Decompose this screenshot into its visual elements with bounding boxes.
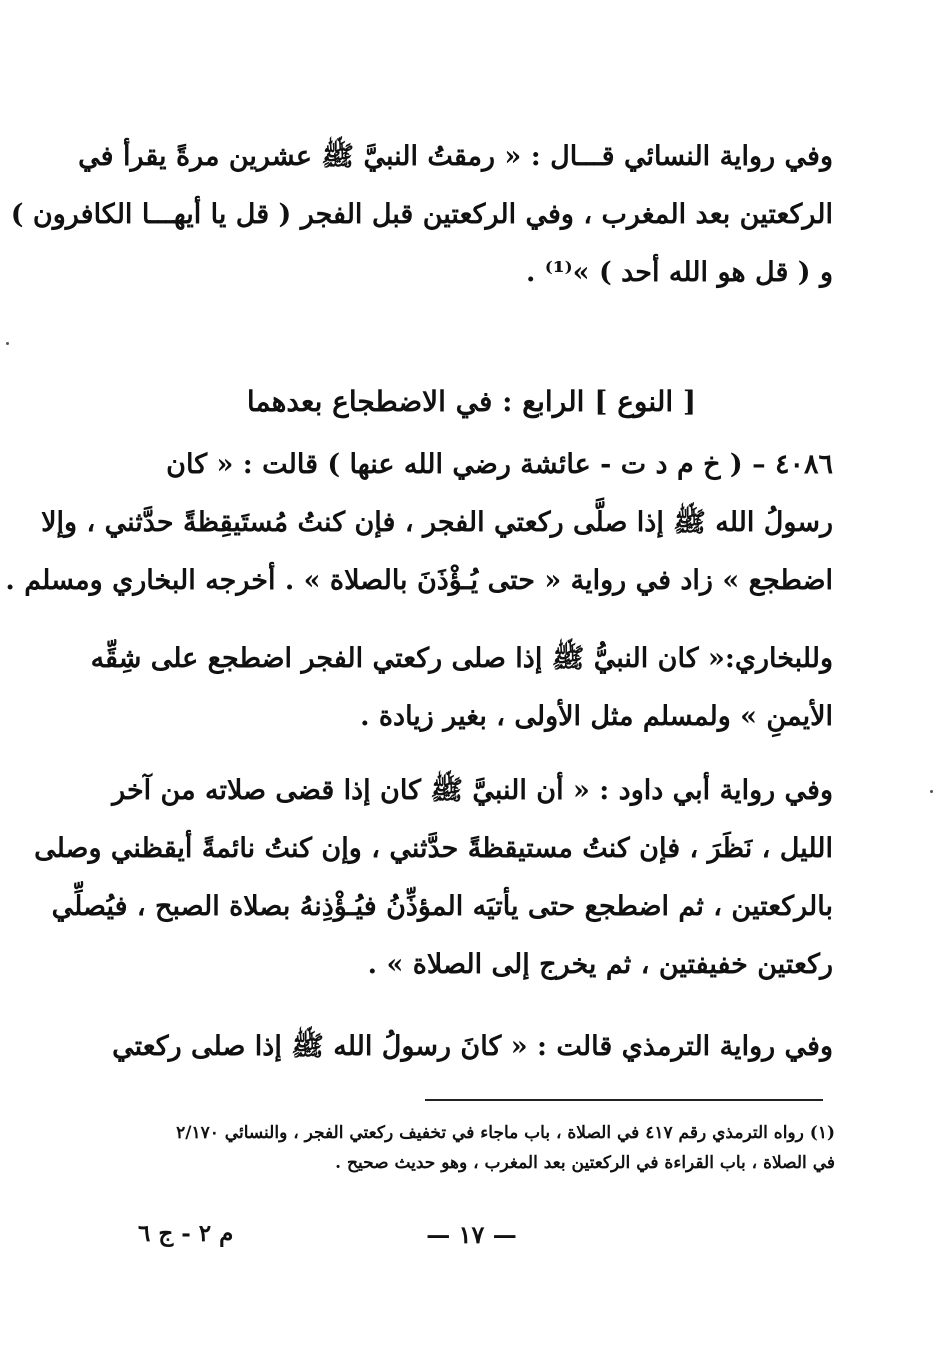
text-line: وللبخاري:« كان النبيُّ ﷺ إذا صلى ركعتي الفجر اضطجع على شِقِّه [90,643,833,674]
text-line: ٤٠٨٦ – ( خ م د ت - عائشة رضي الله عنها ) قالت : « كان [166,449,833,480]
paragraph-abudawud [34,762,833,994]
page-number: — ١٧ — [426,1220,517,1249]
text-line: وفي رواية النسائي قـــال : « رمقتُ النبيَّ ﷺ عشرين مرةً يقرأ في [78,141,833,172]
text-line: رسولُ الله ﷺ إذا صلَّى ركعتي الفجر ، فإن كنتُ مُستَيقِظةً حدَّثني ، وإلا [41,507,833,538]
footnote-line: (١) رواه الترمذي رقم ٤١٧ في الصلاة ، باب ماجاء في تخفيف ركعتي الفجر ، والنسائي ٢/١٧٠ [176,1123,835,1143]
footnote-separator [425,1099,823,1101]
paragraph-nasai [10,128,833,302]
paragraph-tirmidhi [113,1018,833,1076]
text-line: وفي رواية أبي داود : « أن النبيَّ ﷺ كان إذا قضى صلاته من آخر [112,775,833,806]
text-line: الركعتين بعد المغرب ، وفي الركعتين قبل الفجر ( قل يا أيهـــا الكافرون ) [10,199,833,230]
hadith-4086 [5,436,833,610]
text-line: وفي رواية الترمذي قالت : « كانَ رسولُ الله ﷺ إذا صلى ركعتي [112,1031,833,1062]
margin-speck [6,342,9,345]
text-line: و ( قل هو الله أحد ) »⁽¹⁾ . [525,257,833,288]
margin-speck [930,790,933,793]
footnote-line: في الصلاة ، باب القراءة في الركعتين بعد المغرب ، وهو حديث صحيح . [335,1153,835,1173]
signature-mark: م ٢ - ج ٦ [138,1220,234,1247]
text-line: ركعتين خفيفتين ، ثم يخرج إلى الصلاة » . [367,949,833,980]
footnote [115,1118,835,1178]
section-heading: [ النوع ] الرابع : في الاضطجاع بعدهما [246,385,697,418]
text-line: الأيمنِ » ولمسلم مثل الأولى ، بغير زيادة . [360,701,833,732]
paragraph-bukhari [90,630,833,746]
text-line: بالركعتين ، ثم اضطجع حتى يأتيَه المؤذِّنُ فيُـؤْذِنهُ بصلاة الصبح ، فيُصلِّي [51,891,833,922]
text-line: الليل ، نَظَرَ ، فإن كنتُ مستيقظةً حدَّثني ، وإن كنتُ نائمةً أيقظني وصلى [34,833,833,864]
text-line: اضطجع » زاد في رواية « حتى يُـؤْذَنَ بالصلاة » . أخرجه البخاري ومسلم . [5,565,833,596]
